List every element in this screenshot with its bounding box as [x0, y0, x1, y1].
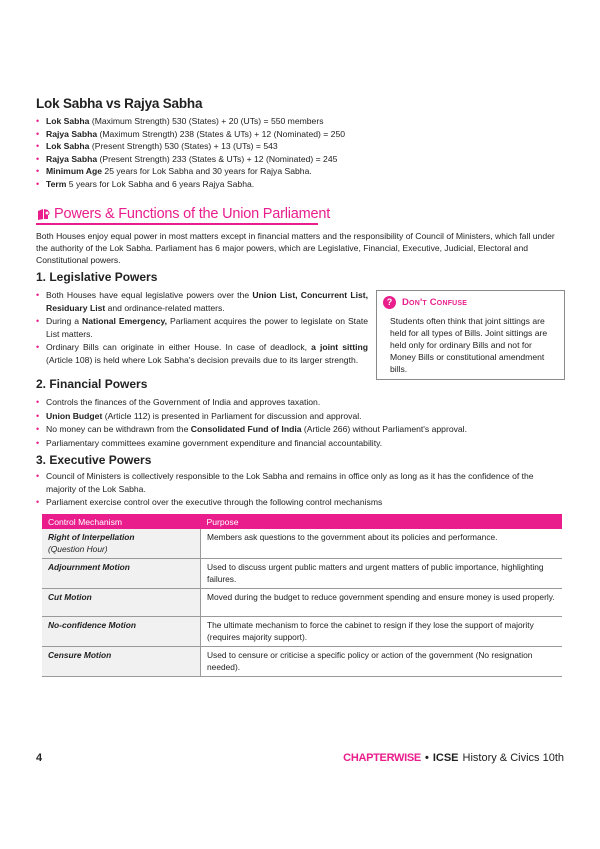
footer-separator: •: [424, 752, 429, 764]
list-item: [36, 437, 564, 450]
list-item: [36, 315, 368, 340]
executive-heading: 3. Executive Powers: [36, 453, 152, 467]
item-term: Lok Sabha: [46, 116, 90, 126]
item-text: 25 years for Lok Sabha and 30 years for Rajya Sabha.: [102, 166, 312, 176]
item-term: Rajya Sabha: [46, 153, 98, 164]
executive-list: [36, 470, 564, 510]
item-text: and ordinance-related matters.: [105, 302, 225, 313]
dont-confuse-text: Students often think that joint sittings are held for all types of Bills. Joint sittings are held only for ordinary Bills and not for Money Bills or constitutional amendment bills.: [390, 316, 548, 374]
list-item: [36, 165, 556, 178]
item-text: (Maximum Strength) 238 (States & UTs) + 12 (Nominated) = 250: [97, 128, 345, 139]
legislative-list: [36, 289, 368, 367]
dont-confuse-title: Don't Confuse: [402, 297, 468, 308]
list-item: [36, 410, 564, 423]
dont-confuse-box: [376, 290, 565, 380]
mechanism-cell: Censure Motion: [42, 647, 201, 677]
mechanism-cell: No-confidence Motion: [42, 617, 201, 647]
list-item: [36, 341, 368, 366]
item-text: (Present Strength) 233 (States & UTs) + 12 (Nominated) = 245: [97, 153, 338, 164]
mechanism-cell: Cut Motion: [42, 589, 201, 617]
mechanism-name: Right of Interpellation: [48, 532, 135, 542]
dont-confuse-header: [383, 296, 467, 309]
item-text: (Article 112) is presented in Parliament for discussion and approval.: [102, 410, 362, 421]
item-text: Parliamentary committees examine government expenditure and financial accountability.: [46, 437, 383, 448]
footer-exam: ICSE: [432, 752, 459, 764]
table-row: [42, 589, 562, 617]
item-term: Consolidated Fund of India: [190, 424, 302, 434]
page-number: 4: [36, 752, 43, 764]
table-row: [42, 529, 562, 559]
item-term: Term: [46, 178, 67, 189]
mechanism-cell: [42, 529, 201, 559]
list-item: • Council of Ministers is collectively responsible to the Lok Sabha and remains in office only as long as it has the confidence of the majority of the Lok Sabha.: [36, 470, 564, 495]
question-icon: ?: [383, 296, 396, 309]
list-item: [36, 396, 564, 409]
purpose-cell: Used to discuss urgent public matters and urgent matters of public importance, highlighting failures.: [201, 559, 563, 589]
purpose-cell: Moved during the budget to reduce government spending and ensure money is used properly.: [201, 589, 563, 617]
list-item: [36, 128, 556, 141]
item-term: National Emergency,: [82, 316, 168, 326]
list-item: [36, 140, 556, 153]
item-text: 5 years for Lok Sabha and 6 years Rajya Sabha.: [66, 178, 255, 189]
section-title-text: Powers & Functions of the Union Parliament: [54, 206, 331, 222]
item-text: Controls the finances of the Government of India and approves taxation.: [46, 397, 321, 407]
table-row: [42, 559, 562, 589]
list-item: [36, 289, 368, 314]
mechanism-sub: (Question Hour): [48, 543, 108, 554]
section-intro: Both Houses enjoy equal power in most matters except in financial matters and the responsibility of Council of Ministers, which fall under the authority of the Lok Sabha. Parliament has 6 major powers, which are Legislative, Financial, Executive, Judicial, Electoral and Constitutional powers.: [36, 231, 555, 265]
table-header: Control Mechanism: [42, 514, 201, 529]
item-term: Minimum Age: [46, 166, 103, 176]
item-term: Union List, Concurrent List, Residuary List: [46, 290, 368, 313]
purpose-cell: Used to censure or criticise a specific policy or action of the government (No resignation needed).: [201, 647, 563, 677]
purpose-cell: Members ask questions to the government about its policies and performance.: [201, 529, 563, 559]
item-text: During a: [46, 316, 83, 326]
footer: [343, 752, 564, 764]
item-term: a joint sitting: [311, 342, 369, 352]
footer-brand: CHAPTERWISE: [343, 752, 421, 764]
list-item: [36, 153, 556, 166]
table-row: [42, 617, 562, 647]
lok-vs-rajya-list: [36, 115, 556, 190]
legislative-heading: 1. Legislative Powers: [36, 270, 158, 284]
list-item: [36, 423, 564, 436]
item-text: Both Houses have equal legislative powers over the: [46, 290, 253, 300]
list-item: • Parliament exercise control over the executive through the following control mechanisms: [36, 496, 564, 509]
chapter-section-icon: [36, 207, 50, 221]
item-term: Rajya Sabha: [46, 128, 98, 139]
list-item: [36, 178, 556, 191]
item-term: Lok Sabha: [46, 141, 90, 151]
control-mechanism-table: [42, 514, 562, 677]
item-text: (Maximum Strength) 530 (States) + 20 (UTs) = 550 members: [89, 116, 324, 126]
table-header: Purpose: [201, 514, 563, 529]
lok-vs-rajya-heading: Lok Sabha vs Rajya Sabha: [36, 96, 203, 111]
item-text: Parliament acquires the power to legislate on State List matters.: [46, 316, 369, 339]
item-text: (Article 266) without Parliament's approval.: [301, 424, 467, 434]
financial-list: [36, 396, 564, 450]
list-item: [36, 115, 556, 128]
financial-heading: 2. Financial Powers: [36, 377, 148, 391]
item-text: (Present Strength) 530 (States) + 13 (UTs) = 543: [89, 141, 278, 151]
item-term: Union Budget: [46, 410, 103, 421]
section-underline: [36, 223, 318, 225]
item-text: (Article 108) is held where Lok Sabha's decision prevails due to its larger strength.: [46, 354, 359, 365]
footer-subject: History & Civics 10th: [462, 752, 564, 764]
section-title: [36, 206, 330, 222]
purpose-cell: The ultimate mechanism to force the cabinet to resign if they lose the support of majority (requires majority support).: [201, 617, 563, 647]
item-text: Ordinary Bills can originate in either House. In case of deadlock,: [46, 342, 312, 352]
mechanism-cell: Adjournment Motion: [42, 559, 201, 589]
table-row: [42, 647, 562, 677]
item-text: No money can be withdrawn from the: [46, 424, 191, 434]
